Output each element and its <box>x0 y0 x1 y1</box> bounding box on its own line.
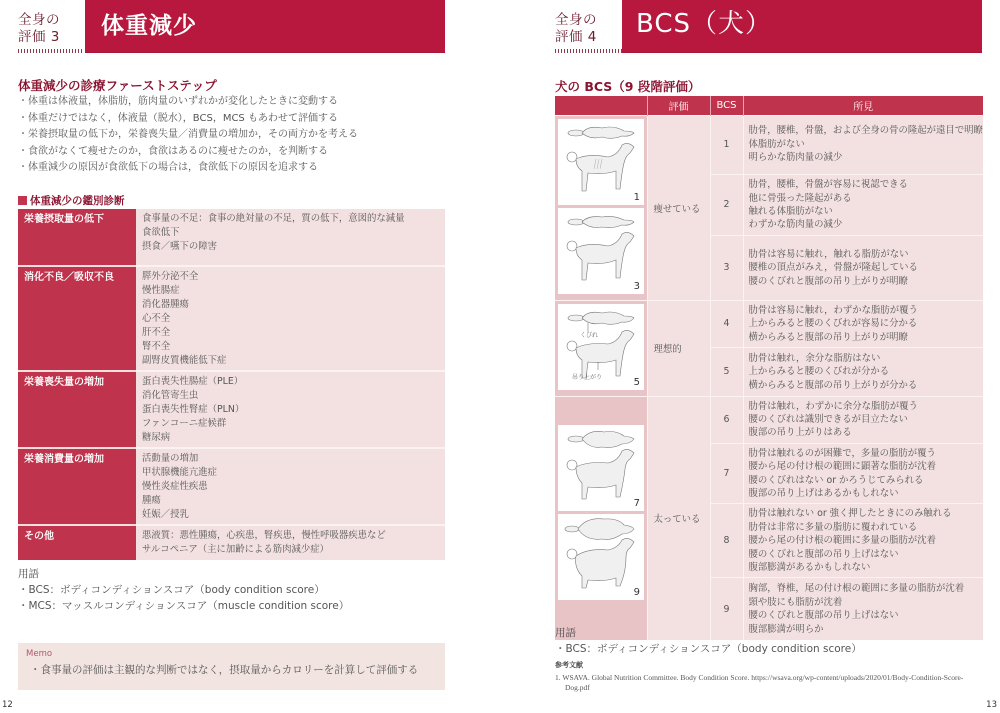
differential-title: 体重減少の鑑別診断 <box>18 193 125 208</box>
dog-image-cell <box>555 115 647 300</box>
references-heading: 参考文献 <box>555 661 583 669</box>
header-cell: 評価 <box>647 96 710 115</box>
obese-dog-icon <box>558 514 644 600</box>
first-step-title: 体重減少の診療ファーストステップ <box>18 78 217 93</box>
page-number: 13 <box>986 700 997 710</box>
findings-cell: 肋骨は容易に触れ，わずかな脂肪が覆う 上からみると腰のくびれが容易に分かる 横からみると腹部の吊り上がりが明瞭 <box>743 300 983 348</box>
bcs-score-cell: 2 <box>710 174 743 236</box>
bcs-score-cell: 9 <box>710 578 743 640</box>
chapter-banner <box>622 0 982 53</box>
findings-cell: 肋骨は触れ，わずかに余分な脂肪が覆う 腰のくびれは識別できるが目立たない 腹部の吊り上がりはある <box>743 396 983 443</box>
findings-cell: 肋骨は触れない or 強く押したときにのみ触れる 肋骨は非常に多量の脂肪に覆われている 腰から尾の付け根の範囲に多量の脂肪が沈着 腰のくびれと腹部の吊り上げはない 腹部膨満があるかもしれない <box>743 504 983 578</box>
memo-box <box>18 643 445 690</box>
evaluation-cell: 太っている <box>647 396 710 640</box>
reference-item: 1. WSAVA. Global Nutrition Committee. Body Condition Score. https://wsava.org/wp-content/uploads/2020/01/Body-Condition-Score-Dog.pdf <box>555 673 964 692</box>
evaluation-cell: 痩せている <box>647 115 710 300</box>
term-item: ・ BCS：ボディコンディションスコア（body condition score） <box>555 641 862 657</box>
table-row <box>18 371 445 448</box>
findings-cell: 肋骨，腰椎，骨盤，および全身の骨の隆起が遠目で明瞭 体脂肪がない 明らかな筋肉量の減少 <box>743 115 983 174</box>
list-item: ・ 栄養摂取量の低下か，栄養喪失量／消費量の増加か，その両方かを考える <box>18 127 358 144</box>
findings-cell: 胸部，脊椎，尾の付け根の範囲に多量の脂肪が沈着 頸や肢にも脂肪が沈着 腰のくびれと腹部の吊り上げはない 腹部膨満が明らか <box>743 578 983 640</box>
memo-label: Memo <box>26 649 53 659</box>
terms-heading: 用語 <box>555 627 576 639</box>
bcs-score-cell: 3 <box>710 236 743 300</box>
header-cell: BCS <box>710 96 743 115</box>
items-cell: 膵外分泌不全 慢性腸症 消化器腫瘍 心不全 肝不全 腎不全 副腎皮質機能低下症 <box>136 266 445 371</box>
items-cell: 食事量の不足：食事の絶対量の不足，質の低下，意図的な減量 食欲低下 摂食／嚥下の障害 <box>136 209 445 266</box>
bcs-score-cell: 1 <box>710 115 743 174</box>
findings-cell: 肋骨は触れるのが困難で，多量の脂肪が覆う 腰から尾の付け根の範囲に顕著な脂肪が沈着 腰のくびれはない or かろうじてみられる 腹部の吊り上げはあるかもしれない <box>743 443 983 504</box>
page-13 <box>500 0 1000 713</box>
table-row <box>555 396 983 443</box>
dog-image-cell <box>555 396 647 640</box>
findings-cell: 肋骨は触れ，余分な脂肪はない 上からみると腰のくびれが分かる 横からみると腹部の吊り上がりが分かる <box>743 348 983 396</box>
bcs-score-cell: 8 <box>710 504 743 578</box>
items-cell: 蛋白喪失性腸症（PLE） 消化管寄生虫 蛋白喪失性腎症（PLN） ファンコーニ症候群 糖尿病 <box>136 371 445 448</box>
chapter-label: 全身の 評価 3 <box>18 12 60 45</box>
heavy-dog-icon <box>558 425 644 511</box>
terms-section <box>555 625 862 657</box>
bcs-table <box>555 96 983 640</box>
references-section <box>555 660 985 693</box>
bcs-score-cell: 6 <box>710 396 743 443</box>
header-cell: 所見 <box>743 96 983 115</box>
list-item: ・ 体重減少の原因が食欲低下の場合は，食欲低下の原因を追求する <box>18 160 358 177</box>
items-cell: 悪液質：悪性腫瘍，心疾患，腎疾患，慢性呼吸器疾患など サルコペニア（主に加齢による筋肉減少症） <box>136 525 445 560</box>
table-row <box>18 525 445 560</box>
table-row <box>555 115 983 174</box>
table-row <box>18 266 445 371</box>
chapter-label: 全身の 評価 4 <box>555 12 597 45</box>
lean-dog-icon <box>558 208 644 294</box>
first-step-list <box>18 94 358 177</box>
memo-text: ・ 食事量の評価は主観的な判断ではなく，摂取量からカロリーを計算して評価する <box>26 662 437 677</box>
category-cell: 消化不良／吸収不良 <box>18 266 136 371</box>
category-cell: 栄養消費量の増加 <box>18 448 136 525</box>
list-item: ・ 体重だけではなく，体液量（脱水），BCS，MCS もあわせて評価する <box>18 111 358 128</box>
bcs-score-cell: 5 <box>710 348 743 396</box>
dog-illustration-3: 3 <box>558 208 644 294</box>
table-header-row <box>555 96 983 115</box>
table-row <box>555 300 983 348</box>
bcs-table-title: 犬の BCS（9 段階評価） <box>555 79 701 94</box>
items-cell: 活動量の増加 甲状腺機能亢進症 慢性炎症性疾患 腫瘍 妊娠／授乳 <box>136 448 445 525</box>
dog-image-cell <box>555 300 647 396</box>
terms-section <box>18 566 349 614</box>
chapter-title: BCS（犬） <box>636 9 773 39</box>
header-cell <box>555 96 647 115</box>
category-cell: 栄養摂取量の低下 <box>18 209 136 266</box>
evaluation-cell: 理想的 <box>647 300 710 396</box>
term-item: ・ BCS：ボディコンディションスコア（body condition score） <box>18 582 349 598</box>
dog-illustration-7: 7 <box>558 425 644 511</box>
dog-illustration-5: くびれ 吊り上がり 5 <box>558 304 644 390</box>
chapter-banner <box>85 0 445 53</box>
chapter-rule-divider <box>18 49 84 53</box>
table-row <box>18 209 445 266</box>
table-row <box>18 448 445 525</box>
page-number: 12 <box>2 700 13 710</box>
list-item: ・ 体重は体液量，体脂肪，筋肉量のいずれかが変化したときに変動する <box>18 94 358 111</box>
terms-heading: 用語 <box>18 568 39 580</box>
findings-cell: 肋骨，腰椎，骨盤が容易に視認できる 他に骨張った隆起がある 触れる体脂肪がない わずかな筋肉量の減少 <box>743 174 983 236</box>
category-cell: その他 <box>18 525 136 560</box>
differential-table <box>18 209 445 560</box>
term-item: ・ MCS：マッスルコンディションスコア（muscle condition score） <box>18 598 349 614</box>
findings-cell: 肋骨は容易に触れ，触れる脂肪がない 腰椎の頂点がみえ，骨盤が隆起している 腰のくびれと腹部の吊り上がりが明瞭 <box>743 236 983 300</box>
list-item: ・ 食欲がなくて痩せたのか，食欲はあるのに痩せたのか，を判断する <box>18 144 358 161</box>
bcs-score-cell: 7 <box>710 443 743 504</box>
square-bullet-icon <box>18 196 27 205</box>
chapter-title: 体重減少 <box>101 13 197 39</box>
dog-illustration-9: 9 <box>558 514 644 600</box>
dog-illustration-1: 1 <box>558 119 644 205</box>
thin-dog-icon <box>558 119 644 205</box>
bcs-score-cell: 4 <box>710 300 743 348</box>
category-cell: 栄養喪失量の増加 <box>18 371 136 448</box>
chapter-rule-divider <box>555 49 622 53</box>
